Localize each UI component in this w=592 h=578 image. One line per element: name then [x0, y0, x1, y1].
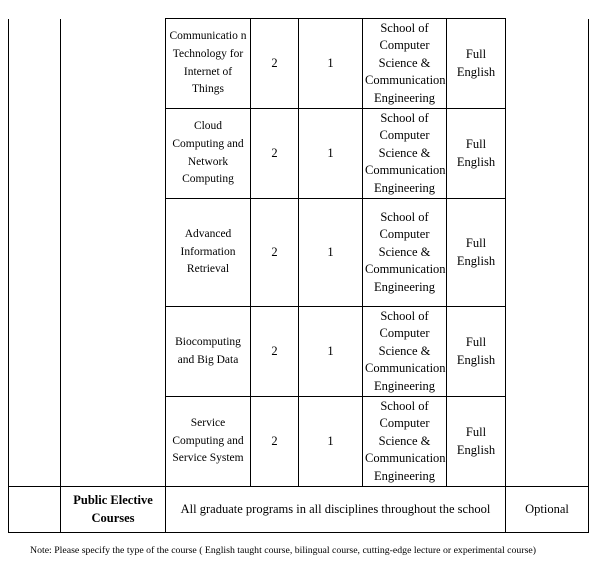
- public-elective-row: [9, 487, 589, 533]
- course-hours: 2: [251, 199, 299, 307]
- subcategory-cell: [61, 19, 166, 487]
- course-name: Cloud Computing and Network Computing: [166, 109, 251, 199]
- course-name: Advanced Information Retrieval: [166, 199, 251, 307]
- course-language: Full English: [447, 199, 506, 307]
- course-name: Biocomputing and Big Data: [166, 307, 251, 397]
- course-language: Full English: [447, 19, 506, 109]
- course-school: School of Computer Science & Communication Engineering: [363, 19, 447, 109]
- course-hours: 2: [251, 307, 299, 397]
- course-hours: 2: [251, 109, 299, 199]
- remarks-cell: [506, 19, 589, 487]
- category-cell: [9, 487, 61, 533]
- course-credit: 1: [299, 199, 363, 307]
- course-credit: 1: [299, 19, 363, 109]
- course-school: School of Computer Science & Communication Engineering: [363, 109, 447, 199]
- category-cell: [9, 19, 61, 487]
- course-school: School of Computer Science & Communication Engineering: [363, 307, 447, 397]
- public-elective-label: Public Elective Courses: [61, 487, 166, 533]
- course-credit: 1: [299, 307, 363, 397]
- course-hours: 2: [251, 19, 299, 109]
- public-elective-status: Optional: [506, 487, 589, 533]
- course-credit: 1: [299, 397, 363, 487]
- course-hours: 2: [251, 397, 299, 487]
- public-elective-scope: All graduate programs in all disciplines throughout the school: [166, 487, 506, 533]
- course-school: School of Computer Science & Communication Engineering: [363, 397, 447, 487]
- course-table: [8, 18, 589, 533]
- course-name: Communicatio n Technology for Internet of Things: [166, 19, 251, 109]
- course-language: Full English: [447, 307, 506, 397]
- course-language: Full English: [447, 397, 506, 487]
- course-language: Full English: [447, 109, 506, 199]
- course-school: School of Computer Science & Communication Engineering: [363, 199, 447, 307]
- course-name: Service Computing and Service System: [166, 397, 251, 487]
- course-credit: 1: [299, 109, 363, 199]
- table-row: [9, 19, 589, 109]
- footnote: Note: Please specify the type of the course ( English taught course, bilingual course, cutting-edge lecture or experimental course): [30, 545, 536, 556]
